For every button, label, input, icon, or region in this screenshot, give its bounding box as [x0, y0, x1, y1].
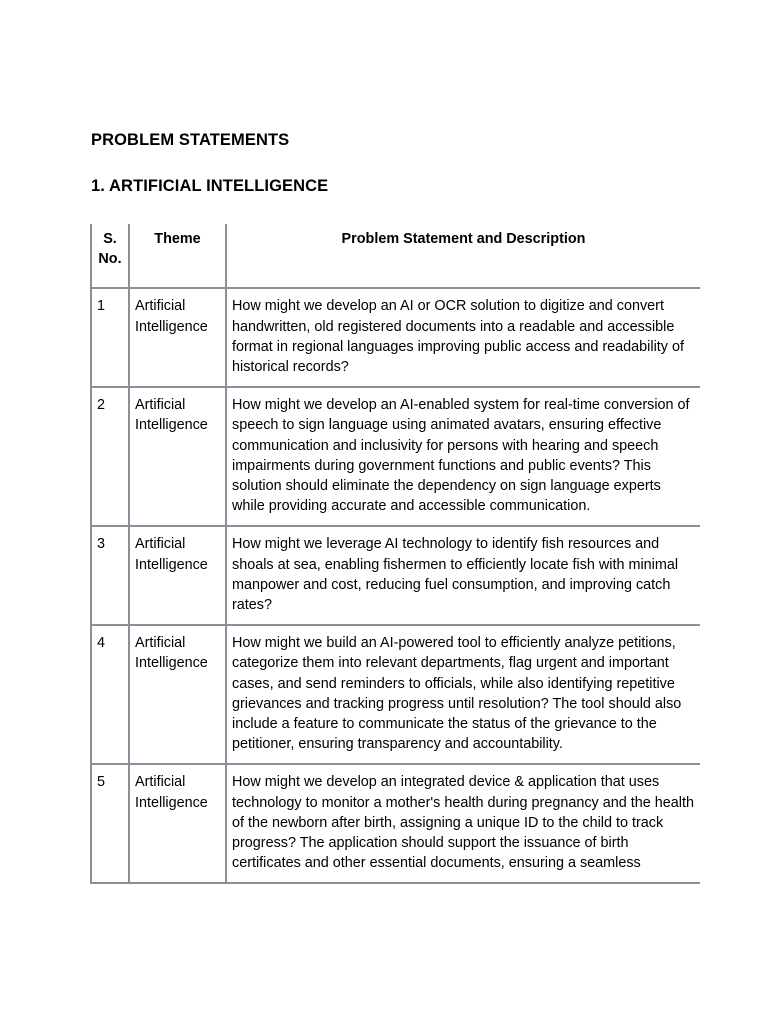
table-row: [91, 387, 700, 526]
cell-sno: 2: [91, 387, 129, 526]
cell-description: How might we leverage AI technology to identify fish resources and shoals at sea, enabling fishermen to efficiently locate fish with minimal manpower and cost, reducing fuel consumption, and improving catch rates?: [226, 526, 700, 625]
section-heading: 1. ARTIFICIAL INTELLIGENCE: [91, 177, 329, 195]
cell-sno: 5: [91, 764, 129, 883]
cell-theme: Artificial Intelligence: [129, 764, 226, 883]
cell-theme: Artificial Intelligence: [129, 625, 226, 764]
cell-sno: 1: [91, 288, 129, 387]
cell-theme: Artificial Intelligence: [129, 288, 226, 387]
table-row: [91, 288, 700, 387]
page-title: PROBLEM STATEMENTS: [91, 131, 290, 149]
cell-description: How might we build an AI-powered tool to efficiently analyze petitions, categorize them into relevant departments, flag urgent and important cases, and send reminders to officials, while also identifying repetitive grievances and tracking progress until resolution? The tool should also include a feature to communicate the status of the grievance to the petitioner, ensuring transparency and accountability.: [226, 625, 700, 764]
table-row: [91, 625, 700, 764]
cell-description: How might we develop an AI or OCR solution to digitize and convert handwritten, old registered documents into a readable and accessible format in regional languages improving public access and readability of historical records?: [226, 288, 700, 387]
header-description: Problem Statement and Description: [226, 224, 700, 288]
table-row: [91, 526, 700, 625]
header-sno: S. No.: [91, 224, 129, 288]
problem-statements-table-container: [90, 224, 700, 918]
table-header-row: [91, 224, 700, 288]
cell-theme: Artificial Intelligence: [129, 526, 226, 625]
header-theme: Theme: [129, 224, 226, 288]
problem-statements-table: [90, 224, 700, 884]
cell-sno: 3: [91, 526, 129, 625]
cell-theme: Artificial Intelligence: [129, 387, 226, 526]
cell-description: How might we develop an AI-enabled system for real-time conversion of speech to sign language using animated avatars, ensuring effective communication and inclusivity for persons with hearing and speech impairments during government functions and public events? This solution should eliminate the dependency on sign language experts while providing accurate and accessible communication.: [226, 387, 700, 526]
cell-description: How might we develop an integrated device & application that uses technology to monitor a mother's health during pregnancy and the health of the newborn after birth, assigning a unique ID to the child to track progress? The application should support the issuance of birth certificates and other essential documents, ensuring a seamless: [226, 764, 700, 883]
cell-sno: 4: [91, 625, 129, 764]
table-row: [91, 764, 700, 883]
